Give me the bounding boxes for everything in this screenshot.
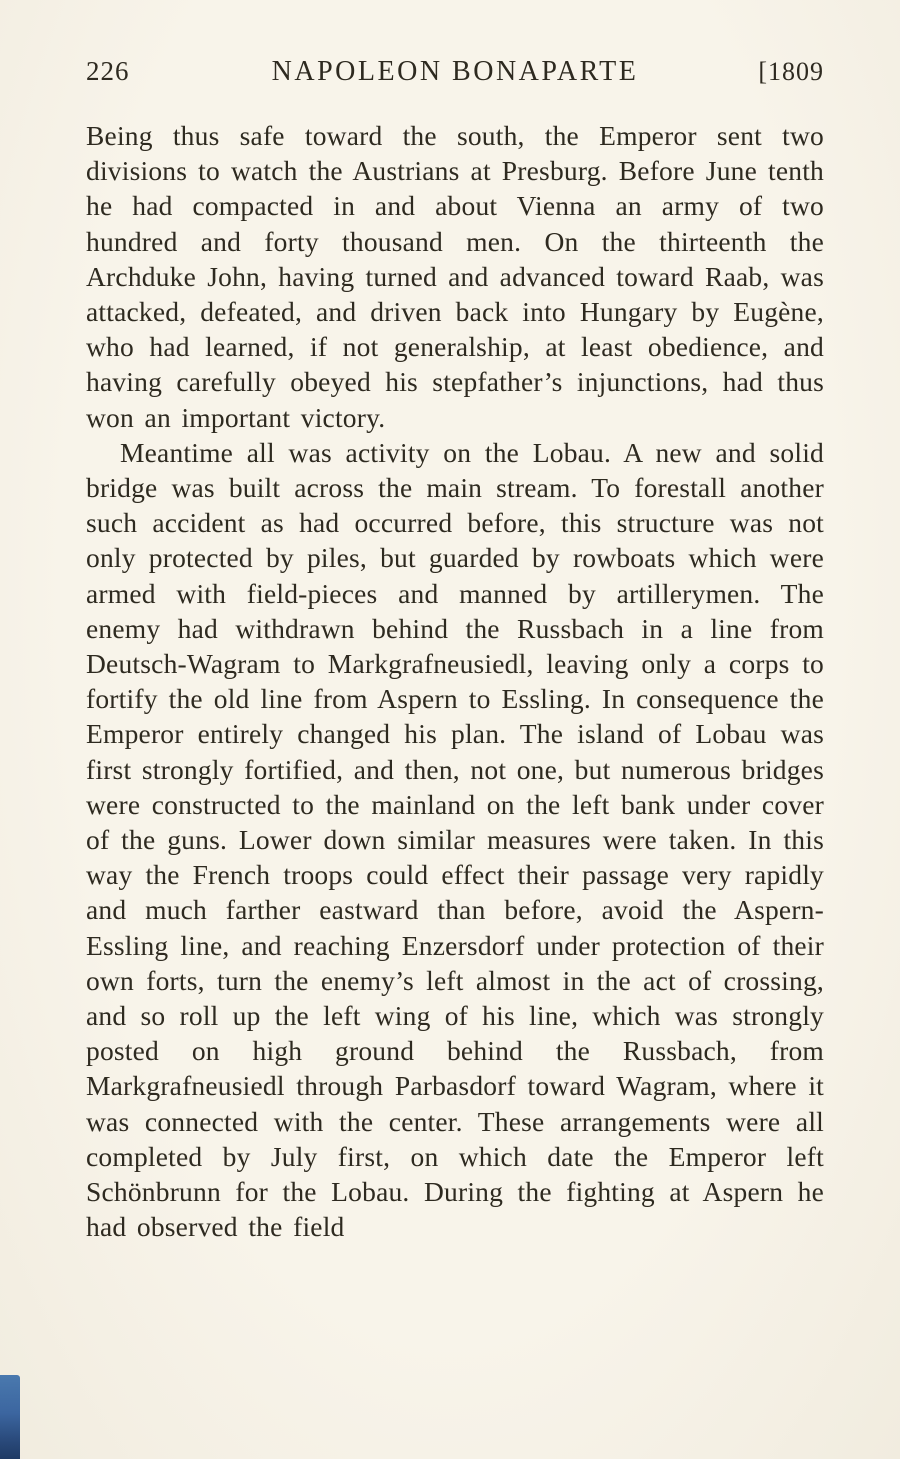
- page-header: [86, 56, 824, 88]
- paragraph-2: Meantime all was activity on the Lobau. A new and solid bridge was built across the main stream. To forestall another such accident as had occurred before, this structure was not only protected by piles, but guarded by rowboats which were armed with field-pieces and manned by artillerymen. The enemy had withdrawn behind the Russbach in a line from Deutsch-Wagram to Markgrafneusiedl, leaving only a corps to fortify the old line from Aspern to Essling. In consequence the Emperor entirely changed his plan. The island of Lobau was first strongly fortified, and then, not one, but numerous bridges were constructed to the mainland on the left bank under cover of the guns. Lower down similar measures were taken. In this way the French troops could effect their passage very rapidly and much farther eastward than before, avoid the Aspern-Essling line, and reaching Enzersdorf under protection of their own forts, turn the enemy’s left almost in the act of crossing, and so roll up the left wing of his line, which was strongly posted on high ground behind the Russbach, from Markgrafneusiedl through Parbasdorf toward Wagram, where it was connected with the center. These arrangements were all completed by July first, on which date the Emperor left Schönbrunn for the Lobau. During the fighting at Aspern he had observed the field: [86, 436, 824, 1243]
- year-marker: [1809: [758, 57, 824, 86]
- page-body: [86, 118, 824, 1245]
- running-title: NAPOLEON BONAPARTE: [271, 56, 639, 87]
- page-number: 226: [86, 56, 130, 86]
- scan-edge-artifact: [0, 1375, 20, 1459]
- paragraph-1: Being thus safe toward the south, the Emperor sent two divisions to watch the Austrians at Presburg. Before June tenth he had compacted in and about Vienna an army of two hundred and forty thousand men. On the thirteenth the Archduke John, having turned and advanced toward Raab, was attacked, defeated, and driven back into Hungary by Eugène, who had learned, if not generalship, at least obedience, and having carefully obeyed his stepfather’s injunctions, had thus won an important victory.: [86, 120, 824, 433]
